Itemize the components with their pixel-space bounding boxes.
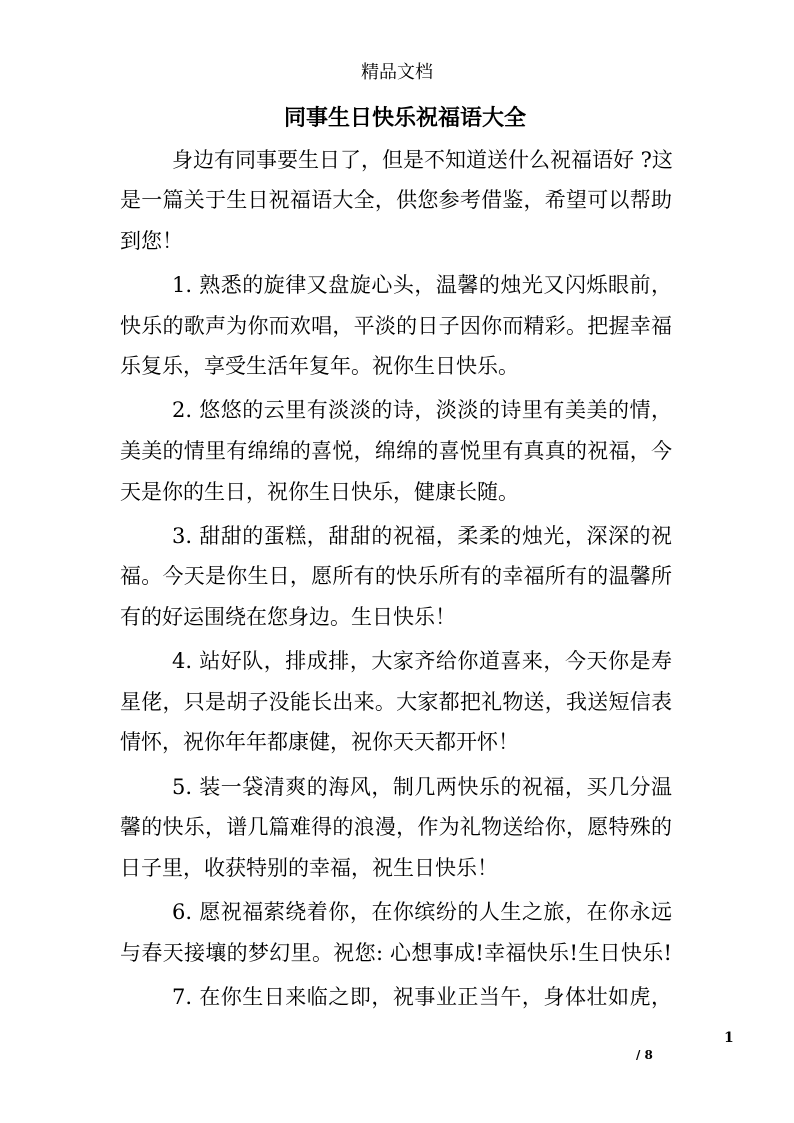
text-line: 是一篇关于生日祝福语大全，供您参考借鉴，希望可以帮助 (120, 188, 672, 213)
paragraph-item-1 (120, 265, 672, 387)
paragraph-item-6 (120, 892, 672, 973)
paragraph-item-3 (120, 516, 672, 638)
text-line: 天是你的生日，祝你生日快乐，健康长随。 (120, 479, 519, 504)
text-line: 乐复乐，享受生活年复年。祝你生日快乐。 (120, 354, 519, 379)
text-line: 7. 在你生日来临之即，祝事业正当午，身体壮如虎， (172, 984, 672, 1009)
document-title: 同事生日快乐祝福语大全 (283, 105, 526, 131)
page-total: / 8 (636, 1048, 653, 1062)
page-number: 1 (724, 1030, 734, 1046)
text-line: 与春天接壤的梦幻里。祝您: 心想事成!幸福快乐!生日快乐! (120, 940, 672, 965)
text-line: 5. 装一袋清爽的海风，制几两快乐的祝福，买几分温 (172, 774, 672, 799)
paragraph-intro (120, 140, 672, 262)
text-line: 日子里，收获特别的幸福，祝生日快乐！ (120, 855, 498, 880)
text-line: 馨的快乐，谱几篇难得的浪漫，作为礼物送给你，愿特殊的 (120, 815, 672, 840)
text-line: 情怀，祝你年年都康健，祝你天天都开怀！ (120, 730, 519, 755)
text-line: 身边有同事要生日了，但是不知道送什么祝福语好 ?这 (172, 147, 673, 172)
text-line: 4. 站好队，排成排，大家齐给你道喜来，今天你是寿 (172, 649, 672, 674)
paragraph-item-7 (120, 977, 672, 1018)
text-line: 福。今天是你生日，愿所有的快乐所有的幸福所有的温馨所 (120, 564, 672, 589)
text-line: 美美的情里有绵绵的喜悦，绵绵的喜悦里有真真的祝福，今 (120, 439, 672, 464)
paragraph-item-4 (120, 641, 672, 763)
text-line: 2. 悠悠的云里有淡淡的诗，淡淡的诗里有美美的情， (172, 398, 672, 423)
text-line: 快乐的歌声为你而欢唱，平淡的日子因你而精彩。把握幸福 (120, 313, 672, 338)
text-line: 6. 愿祝福萦绕着你，在你缤纷的人生之旅，在你永远 (172, 899, 672, 924)
text-line: 到您！ (120, 228, 183, 253)
text-line: 星佬，只是胡子没能长出来。大家都把礼物送，我送短信表 (120, 689, 672, 714)
paragraph-item-2 (120, 390, 672, 512)
text-line: 3. 甜甜的蛋糕，甜甜的祝福，柔柔的烛光，深深的祝 (172, 523, 672, 548)
text-line: 1. 熟悉的旋律又盘旋心头，温馨的烛光又闪烁眼前， (172, 273, 672, 298)
document-body (120, 140, 672, 1021)
running-header: 精品文档 (361, 62, 433, 83)
text-line: 有的好运围绕在您身边。生日快乐！ (120, 605, 456, 629)
paragraph-item-5 (120, 767, 672, 889)
